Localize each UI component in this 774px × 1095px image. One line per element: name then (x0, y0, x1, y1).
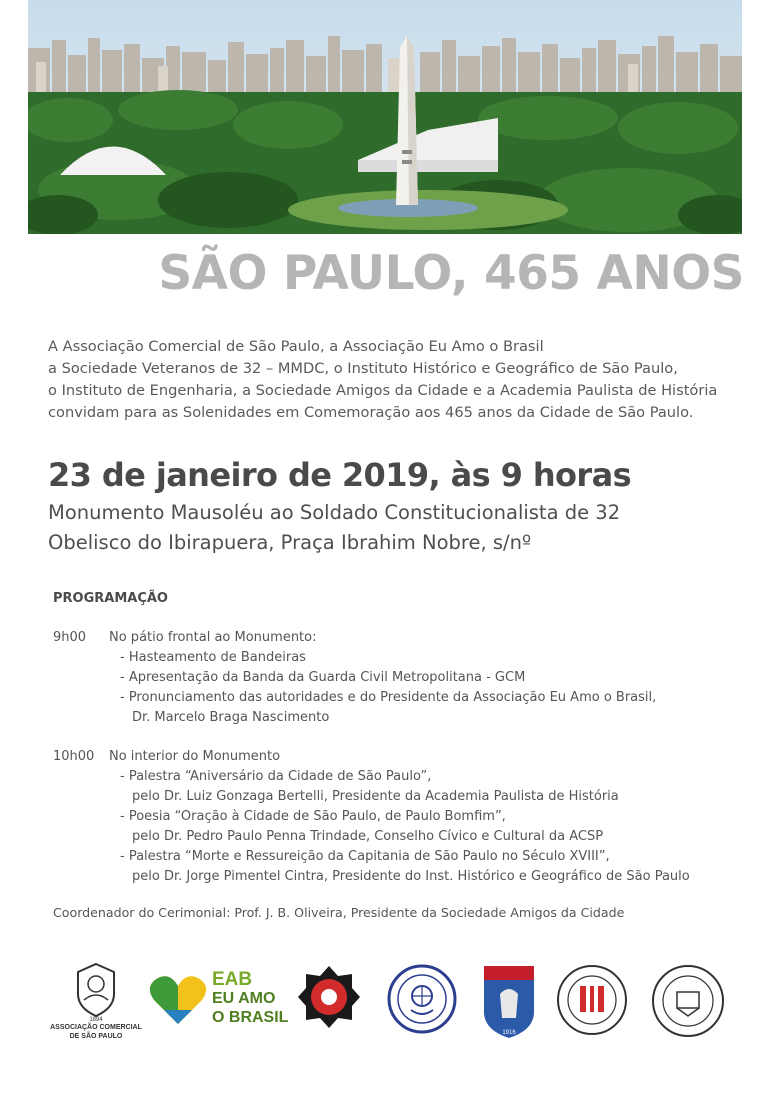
program-location: No pátio frontal ao Monumento: (109, 630, 317, 645)
eab-line: O BRASIL (212, 1009, 289, 1026)
page-title: SÃO PAULO, 465 ANOS (158, 246, 744, 301)
program-heading: PROGRAMAÇÃO (53, 591, 168, 606)
acsp-logo (68, 960, 124, 1022)
program-location: No interior do Monumento (109, 749, 281, 764)
intro-line: o Instituto de Engenharia, a Sociedade Amigos da Cidade e a Academia Paulista de História (48, 382, 718, 399)
mmdc-logo (296, 964, 362, 1030)
program-item: - Palestra “Morte e Ressureição da Capitania de São Paulo no Século XVIII”, (120, 849, 610, 864)
acsp-label-line: DE SÃO PAULO (69, 1033, 123, 1040)
obelisk-skyline-illustration (28, 0, 742, 234)
eab-heart-logo (148, 972, 208, 1026)
hero-photo (28, 0, 742, 234)
intro-line: convidam para as Solenidades em Comemoração aos 465 anos da Cidade de São Paulo. (48, 404, 694, 421)
event-date-heading: 23 de janeiro de 2019, às 9 horas (48, 456, 632, 494)
event-venue (48, 498, 620, 558)
program-item-continuation: pelo Dr. Luiz Gonzaga Bertelli, Presidente da Academia Paulista de História (132, 789, 619, 804)
invitation-text (48, 336, 748, 424)
eab-line: EU AMO (212, 990, 276, 1007)
acsp-logo-label (46, 1023, 146, 1041)
program-item: - Palestra “Aniversário da Cidade de São Paulo”, (120, 769, 432, 784)
program-item: - Pronunciamento das autoridades e do Presidente da Associação Eu Amo o Brasil, (120, 690, 657, 705)
acsp-label-line: ASSOCIAÇÃO COMERCIAL (50, 1024, 142, 1031)
program-time: 9h00 (53, 630, 87, 645)
program-time: 10h00 (53, 749, 95, 764)
program-item: - Hasteamento de Bandeiras (120, 650, 306, 665)
acsp-year: 1894 (89, 1017, 103, 1022)
ie-year: 1916 (502, 1030, 516, 1036)
program-item-continuation: Dr. Marcelo Braga Nascimento (132, 710, 330, 725)
instituto-engenharia-logo (482, 964, 536, 1040)
sociedade-amigos-cidade-logo (556, 964, 628, 1036)
eab-logo-text (212, 970, 288, 1027)
program-item-continuation: pelo Dr. Jorge Pimentel Cintra, Presidente do Inst. Histórico e Geográfico de São Paulo (132, 869, 690, 884)
program-item-continuation: pelo Dr. Pedro Paulo Penna Trindade, Conselho Cívico e Cultural da ACSP (132, 829, 604, 844)
program-item: - Apresentação da Banda da Guarda Civil Metropolitana - GCM (120, 670, 526, 685)
heart-icon (148, 972, 208, 1026)
eab-abbr: EAB (212, 969, 253, 990)
venue-line: Obelisco do Ibirapuera, Praça Ibrahim Nobre, s/nº (48, 531, 532, 554)
intro-line: A Associação Comercial de São Paulo, a Associação Eu Amo o Brasil (48, 338, 544, 355)
venue-line: Monumento Mausoléu ao Soldado Constitucionalista de 32 (48, 501, 621, 524)
intro-line: a Sociedade Veteranos de 32 – MMDC, o Instituto Histórico e Geográfico de São Paulo, (48, 360, 678, 377)
program-item: - Poesia “Oração à Cidade de São Paulo, de Paulo Bomfim”, (120, 809, 506, 824)
academia-paulista-historia-logo (651, 964, 725, 1038)
ihgsp-logo (387, 964, 457, 1034)
coordinator-note: Coordenador do Cerimonial: Prof. J. B. Oliveira, Presidente da Sociedade Amigos da Cidade (53, 905, 625, 920)
